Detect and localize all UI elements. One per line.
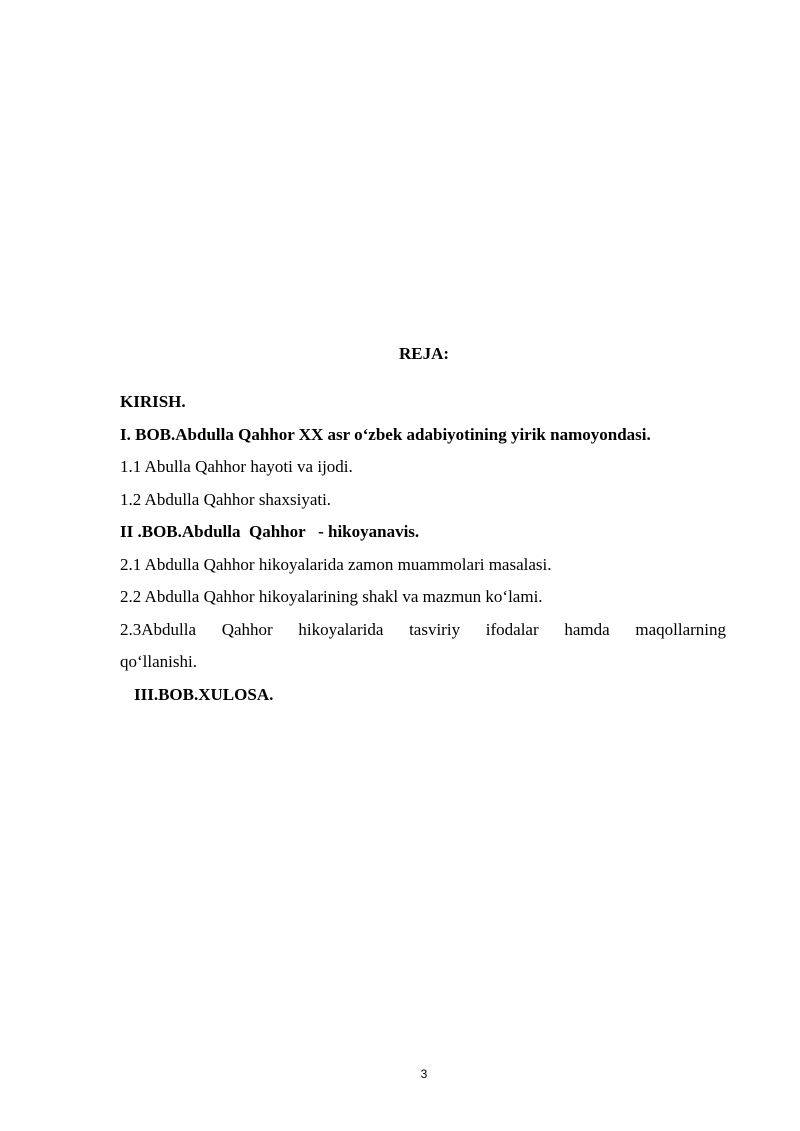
page-title: REJA:	[398, 344, 450, 363]
table-of-contents	[120, 386, 726, 711]
toc-item-section-1-2: 1.2 Abdulla Qahhor shaxsiyati.	[120, 489, 332, 509]
toc-item-section-2-2: 2.2 Abdulla Qahhor hikoyalarining shakl va mazmun ko‘lami.	[120, 587, 543, 606]
toc-item-introduction: KIRISH.	[120, 392, 186, 411]
toc-item-section-2-3-line-2: qo‘llanishi.	[120, 652, 197, 671]
toc-item-chapter-1: I. BOB.Abdulla Qahhor XX asr o‘zbek adabiyotining yirik namoyondasi.	[120, 424, 651, 444]
toc-item-section-2-3-line-1: 2.3Abdulla Qahhor hikoyalarida tasviriy ifodalar hamda maqollarning	[120, 619, 726, 639]
page-number: 3	[420, 1067, 428, 1081]
toc-item-section-2-1: 2.1 Abdulla Qahhor hikoyalarida zamon muammolari masalasi.	[120, 554, 552, 574]
toc-item-section-2-3	[120, 614, 726, 679]
toc-item-chapter-2: II .BOB.Abdulla Qahhor - hikoyanavis.	[120, 522, 420, 541]
toc-item-conclusion: III.BOB.XULOSA.	[134, 684, 274, 704]
toc-item-section-1-1: 1.1 Abulla Qahhor hayoti va ijodi.	[120, 457, 353, 476]
